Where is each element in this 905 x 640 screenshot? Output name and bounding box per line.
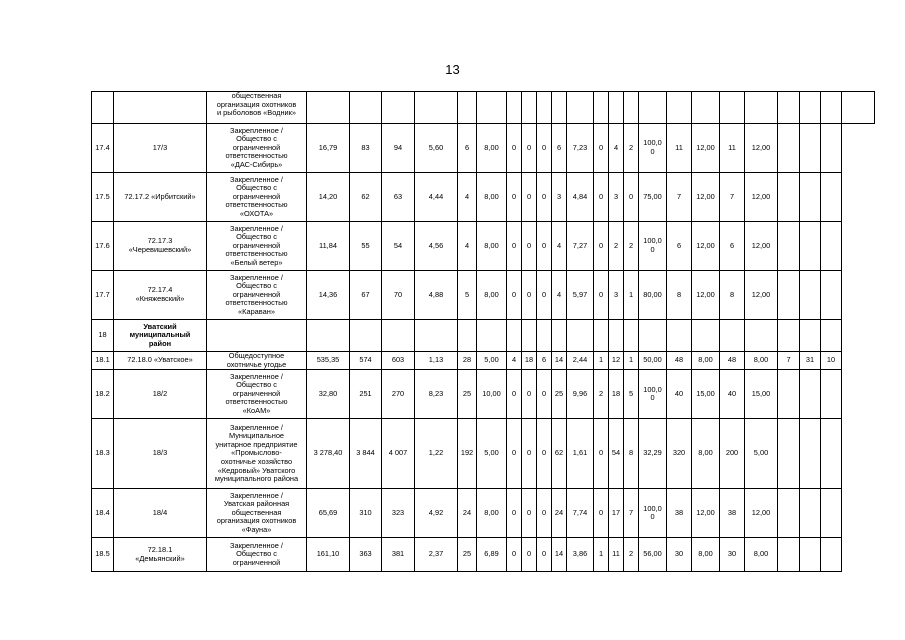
table-cell: Уватский муниципальный район	[114, 320, 207, 352]
table-cell: 17.6	[92, 222, 114, 271]
table-cell: 363	[350, 538, 382, 572]
table-cell: Общедоступное охотничье угодье	[207, 352, 307, 370]
table-cell: 30	[667, 538, 692, 572]
table-cell	[800, 489, 821, 538]
table-cell: 25	[458, 538, 477, 572]
table-cell	[800, 92, 821, 124]
table-cell: 4	[458, 173, 477, 222]
table-cell: общественная организация охотников и рыболовов «Водник»	[207, 92, 307, 124]
table-row	[92, 271, 875, 320]
table-cell: 7	[624, 489, 639, 538]
table-cell: 4,92	[415, 489, 458, 538]
table-cell: 1	[594, 538, 609, 572]
table-cell: 2	[624, 124, 639, 173]
table-cell: 100,0 0	[639, 370, 667, 419]
table-row	[92, 538, 875, 572]
table-cell	[692, 92, 720, 124]
table-cell	[624, 320, 639, 352]
table-cell: 8,00	[745, 352, 778, 370]
table-cell: 0	[507, 538, 522, 572]
table-cell: 12	[609, 352, 624, 370]
table-cell	[821, 173, 842, 222]
table-cell: 0	[537, 173, 552, 222]
table-cell: 0	[537, 370, 552, 419]
table-cell: 4,84	[567, 173, 594, 222]
table-cell: 48	[667, 352, 692, 370]
table-cell: 0	[537, 222, 552, 271]
table-cell: 100,0 0	[639, 222, 667, 271]
table-cell: 4	[552, 271, 567, 320]
table-cell: 72.17.3 «Черевишевский»	[114, 222, 207, 271]
table-cell: 535,35	[307, 352, 350, 370]
table-cell: 8,00	[692, 419, 720, 489]
table-cell	[821, 489, 842, 538]
table-cell	[415, 92, 458, 124]
table-cell: 32,80	[307, 370, 350, 419]
table-cell: 12,00	[692, 489, 720, 538]
table-cell	[507, 92, 522, 124]
table-cell: 12,00	[692, 271, 720, 320]
table-cell	[594, 320, 609, 352]
table-cell: 11	[609, 538, 624, 572]
table-cell: 1,22	[415, 419, 458, 489]
table-cell: 5	[624, 370, 639, 419]
table-cell: 0	[507, 419, 522, 489]
table-row	[92, 352, 875, 370]
table-cell: 8,00	[477, 489, 507, 538]
table-cell	[552, 92, 567, 124]
table-cell	[552, 320, 567, 352]
table-row	[92, 124, 875, 173]
table-cell: 2	[594, 370, 609, 419]
table-cell	[800, 173, 821, 222]
table-cell: 18.1	[92, 352, 114, 370]
table-cell	[567, 320, 594, 352]
table-cell: 8	[667, 271, 692, 320]
table-cell: 72.17.2 «Ирбитский»	[114, 173, 207, 222]
table-cell	[800, 419, 821, 489]
table-cell: 0	[507, 489, 522, 538]
table-cell: 8,00	[477, 271, 507, 320]
table-cell: 8,00	[477, 124, 507, 173]
table-cell: 0	[594, 124, 609, 173]
table-cell	[567, 92, 594, 124]
table-cell	[667, 92, 692, 124]
table-cell	[778, 173, 800, 222]
table-cell: 17	[609, 489, 624, 538]
table-cell: 32,29	[639, 419, 667, 489]
table-cell: 5,00	[477, 352, 507, 370]
table-cell: 0	[522, 419, 537, 489]
table-cell: 320	[667, 419, 692, 489]
table-cell	[800, 222, 821, 271]
table-cell: 4,44	[415, 173, 458, 222]
table-cell: 63	[382, 173, 415, 222]
table-cell: 31	[800, 352, 821, 370]
table-cell	[692, 320, 720, 352]
table-body	[92, 92, 875, 572]
table-cell: 54	[609, 419, 624, 489]
table-row	[92, 173, 875, 222]
table-cell: 18	[92, 320, 114, 352]
hunting-grounds-table	[91, 91, 875, 572]
table-cell: 0	[624, 173, 639, 222]
table-cell: 14	[552, 352, 567, 370]
table-cell	[745, 92, 778, 124]
table-cell: 2	[624, 538, 639, 572]
table-cell: 3 844	[350, 419, 382, 489]
table-cell: 381	[382, 538, 415, 572]
table-cell: 1	[594, 352, 609, 370]
table-cell	[382, 320, 415, 352]
table-cell: 0	[522, 538, 537, 572]
table-cell: 8,00	[477, 222, 507, 271]
table-cell: 18	[522, 352, 537, 370]
table-cell	[800, 320, 821, 352]
table-cell	[778, 271, 800, 320]
table-cell: 0	[522, 370, 537, 419]
table-row	[92, 92, 875, 124]
table-cell	[800, 538, 821, 572]
table-cell: Закрепленное / Общество с ограниченной ответственностью «КоАМ»	[207, 370, 307, 419]
table-cell: 12,00	[745, 173, 778, 222]
table-cell	[821, 370, 842, 419]
table-row	[92, 489, 875, 538]
table-cell: 10	[821, 352, 842, 370]
table-cell: 18	[609, 370, 624, 419]
table-cell: 8	[720, 271, 745, 320]
table-cell: 12,00	[692, 124, 720, 173]
table-cell: 4	[552, 222, 567, 271]
table-cell: 65,69	[307, 489, 350, 538]
table-cell: 2,37	[415, 538, 458, 572]
table-cell: 30	[720, 538, 745, 572]
table-cell: 11,84	[307, 222, 350, 271]
table-cell: 7	[667, 173, 692, 222]
table-cell: 8,00	[692, 538, 720, 572]
table-cell: 12,00	[745, 124, 778, 173]
table-cell: 12,00	[745, 489, 778, 538]
table-cell: 18/2	[114, 370, 207, 419]
table-cell: 1,13	[415, 352, 458, 370]
table-cell: 62	[350, 173, 382, 222]
table-cell: 6	[537, 352, 552, 370]
table-cell	[745, 320, 778, 352]
table-cell	[594, 92, 609, 124]
table-cell: 25	[458, 370, 477, 419]
table-cell: 54	[382, 222, 415, 271]
table-cell: 48	[720, 352, 745, 370]
table-cell: 8,00	[745, 538, 778, 572]
table-cell: 0	[507, 124, 522, 173]
table-cell: 10,00	[477, 370, 507, 419]
table-cell	[458, 92, 477, 124]
table-cell: 3	[609, 271, 624, 320]
table-cell: 0	[522, 222, 537, 271]
table-cell: 100,0 0	[639, 489, 667, 538]
table-cell: 17.5	[92, 173, 114, 222]
table-cell: 17/3	[114, 124, 207, 173]
table-cell: 72.17.4 «Княжевский»	[114, 271, 207, 320]
table-cell	[537, 320, 552, 352]
table-cell: 18/4	[114, 489, 207, 538]
table-cell: 5	[458, 271, 477, 320]
table-cell	[522, 320, 537, 352]
table-cell: 4,88	[415, 271, 458, 320]
table-cell: 24	[552, 489, 567, 538]
table-cell: 0	[594, 419, 609, 489]
table-cell	[92, 92, 114, 124]
table-cell: 67	[350, 271, 382, 320]
table-cell	[800, 370, 821, 419]
table-cell: 0	[537, 124, 552, 173]
table-cell: 323	[382, 489, 415, 538]
table-row	[92, 320, 875, 352]
table-cell: 5,00	[745, 419, 778, 489]
table-cell	[307, 92, 350, 124]
table-cell: 55	[350, 222, 382, 271]
table-cell: 56,00	[639, 538, 667, 572]
table-cell	[667, 320, 692, 352]
table-cell: 40	[720, 370, 745, 419]
table-cell: 18.5	[92, 538, 114, 572]
table-cell	[720, 92, 745, 124]
table-cell: 12,00	[692, 222, 720, 271]
table-row	[92, 222, 875, 271]
table-cell: 75,00	[639, 173, 667, 222]
table-cell	[477, 92, 507, 124]
table-cell: 25	[552, 370, 567, 419]
table-cell: 3 278,40	[307, 419, 350, 489]
table-cell	[821, 419, 842, 489]
table-row	[92, 370, 875, 419]
table-cell: 1	[624, 271, 639, 320]
table-cell: 574	[350, 352, 382, 370]
table-cell: 12,00	[692, 173, 720, 222]
table-cell	[778, 538, 800, 572]
table-cell: 4 007	[382, 419, 415, 489]
table-cell: 1	[624, 352, 639, 370]
table-cell: 603	[382, 352, 415, 370]
table-cell	[114, 92, 207, 124]
table-cell	[800, 124, 821, 173]
table-cell: 18.4	[92, 489, 114, 538]
table-cell: 251	[350, 370, 382, 419]
table-cell: 72.18.0 «Уватское»	[114, 352, 207, 370]
table-cell	[778, 222, 800, 271]
table-cell: 83	[350, 124, 382, 173]
table-cell: Закрепленное / Общество с ограниченной ответственностью «Караван»	[207, 271, 307, 320]
table-cell: 6	[720, 222, 745, 271]
table-cell	[639, 320, 667, 352]
table-cell: 270	[382, 370, 415, 419]
table-cell: 17.7	[92, 271, 114, 320]
page-number: 13	[445, 62, 460, 77]
table-cell: 14,36	[307, 271, 350, 320]
table-cell: 6,89	[477, 538, 507, 572]
table-cell: Закрепленное / Общество с ограниченной ответственностью «ОХОТА»	[207, 173, 307, 222]
table-cell: 0	[522, 271, 537, 320]
table-cell	[609, 320, 624, 352]
table-cell: 38	[720, 489, 745, 538]
table-cell: 0	[537, 489, 552, 538]
table-cell: 8,00	[692, 352, 720, 370]
table-cell: 28	[458, 352, 477, 370]
table-cell: 0	[507, 271, 522, 320]
table-cell: 80,00	[639, 271, 667, 320]
table-cell: 18.3	[92, 419, 114, 489]
table-cell	[800, 271, 821, 320]
table-cell: 192	[458, 419, 477, 489]
table-cell	[207, 320, 307, 352]
table-cell	[821, 124, 842, 173]
table-cell: 9,96	[567, 370, 594, 419]
table-cell: 100,0 0	[639, 124, 667, 173]
table-cell: 2,44	[567, 352, 594, 370]
table-cell: 3	[609, 173, 624, 222]
table-cell: 8,23	[415, 370, 458, 419]
table-cell: 7,27	[567, 222, 594, 271]
table-cell: 8,00	[477, 173, 507, 222]
table-cell	[778, 370, 800, 419]
table-cell: 6	[667, 222, 692, 271]
table-cell: 7	[720, 173, 745, 222]
table-cell: 2	[624, 222, 639, 271]
table-cell: 0	[507, 370, 522, 419]
table-cell	[458, 320, 477, 352]
table-cell	[821, 92, 842, 124]
table-cell	[778, 320, 800, 352]
table-row	[92, 419, 875, 489]
table-cell	[609, 92, 624, 124]
table-cell	[507, 320, 522, 352]
table-cell: 12,00	[745, 271, 778, 320]
table-cell: 2	[609, 222, 624, 271]
table-cell: 4	[507, 352, 522, 370]
table-cell	[821, 271, 842, 320]
table-cell	[821, 222, 842, 271]
table-cell: 310	[350, 489, 382, 538]
table-cell	[382, 92, 415, 124]
table-cell: 18.2	[92, 370, 114, 419]
table-cell: 7,23	[567, 124, 594, 173]
table-cell	[624, 92, 639, 124]
table-cell: 12,00	[745, 222, 778, 271]
table-cell: 0	[522, 173, 537, 222]
table-cell: 50,00	[639, 352, 667, 370]
table-cell	[350, 92, 382, 124]
table-cell	[842, 92, 875, 124]
table-cell: 5,60	[415, 124, 458, 173]
table-cell: Закрепленное / Уватская районная общественная организация охотников «Фауна»	[207, 489, 307, 538]
table-cell: 3,86	[567, 538, 594, 572]
table-cell	[522, 92, 537, 124]
table-cell: Закрепленное / Общество с ограниченной ответственностью «ДАС-Сибирь»	[207, 124, 307, 173]
table-cell: 0	[537, 538, 552, 572]
table-cell: 5,97	[567, 271, 594, 320]
table-cell: 40	[667, 370, 692, 419]
table-cell: 0	[507, 173, 522, 222]
table-cell	[350, 320, 382, 352]
table-cell: 7,74	[567, 489, 594, 538]
table-cell: 3	[552, 173, 567, 222]
table-cell: 6	[552, 124, 567, 173]
table-cell	[537, 92, 552, 124]
table-cell: 11	[667, 124, 692, 173]
table-cell: 0	[537, 271, 552, 320]
table-cell: 0	[537, 419, 552, 489]
table-cell: 7	[778, 352, 800, 370]
table-cell: 72.18.1 «Демьянский»	[114, 538, 207, 572]
table-cell	[778, 489, 800, 538]
table-cell: 15,00	[745, 370, 778, 419]
table-cell: 62	[552, 419, 567, 489]
table-cell: 200	[720, 419, 745, 489]
table-cell: 1,61	[567, 419, 594, 489]
table-cell: 0	[594, 489, 609, 538]
table-cell: Закрепленное / Общество с ограниченной ответственностью «Белый ветер»	[207, 222, 307, 271]
table-cell: 14,20	[307, 173, 350, 222]
table-cell: 0	[522, 124, 537, 173]
table-cell: 14	[552, 538, 567, 572]
table-cell: 24	[458, 489, 477, 538]
table-cell: 15,00	[692, 370, 720, 419]
table-cell: 16,79	[307, 124, 350, 173]
table-cell	[477, 320, 507, 352]
table-cell	[720, 320, 745, 352]
table-cell: 38	[667, 489, 692, 538]
table-cell: 0	[594, 173, 609, 222]
table-cell: 94	[382, 124, 415, 173]
table-cell	[778, 419, 800, 489]
table-cell: 4	[458, 222, 477, 271]
table-cell	[778, 124, 800, 173]
table-cell	[821, 538, 842, 572]
table-cell: 70	[382, 271, 415, 320]
table-cell: 0	[594, 271, 609, 320]
table-cell: 0	[522, 489, 537, 538]
table-cell: 0	[507, 222, 522, 271]
table-cell	[415, 320, 458, 352]
table-cell: 17.4	[92, 124, 114, 173]
table-cell	[639, 92, 667, 124]
table-cell: 0	[594, 222, 609, 271]
table-cell	[778, 92, 800, 124]
table-cell	[821, 320, 842, 352]
table-cell: Закрепленное / Муниципальное унитарное предприятие «Промыслово- охотничье хозяйство «Кедровый» Уватского муниципального района	[207, 419, 307, 489]
table-cell: 18/3	[114, 419, 207, 489]
table-cell: 4	[609, 124, 624, 173]
table-cell: 161,10	[307, 538, 350, 572]
table-cell: 4,56	[415, 222, 458, 271]
table-cell: 8	[624, 419, 639, 489]
table-cell: 11	[720, 124, 745, 173]
table-cell: 6	[458, 124, 477, 173]
table-cell	[307, 320, 350, 352]
table-cell: Закрепленное / Общество с ограниченной	[207, 538, 307, 572]
table-cell: 5,00	[477, 419, 507, 489]
